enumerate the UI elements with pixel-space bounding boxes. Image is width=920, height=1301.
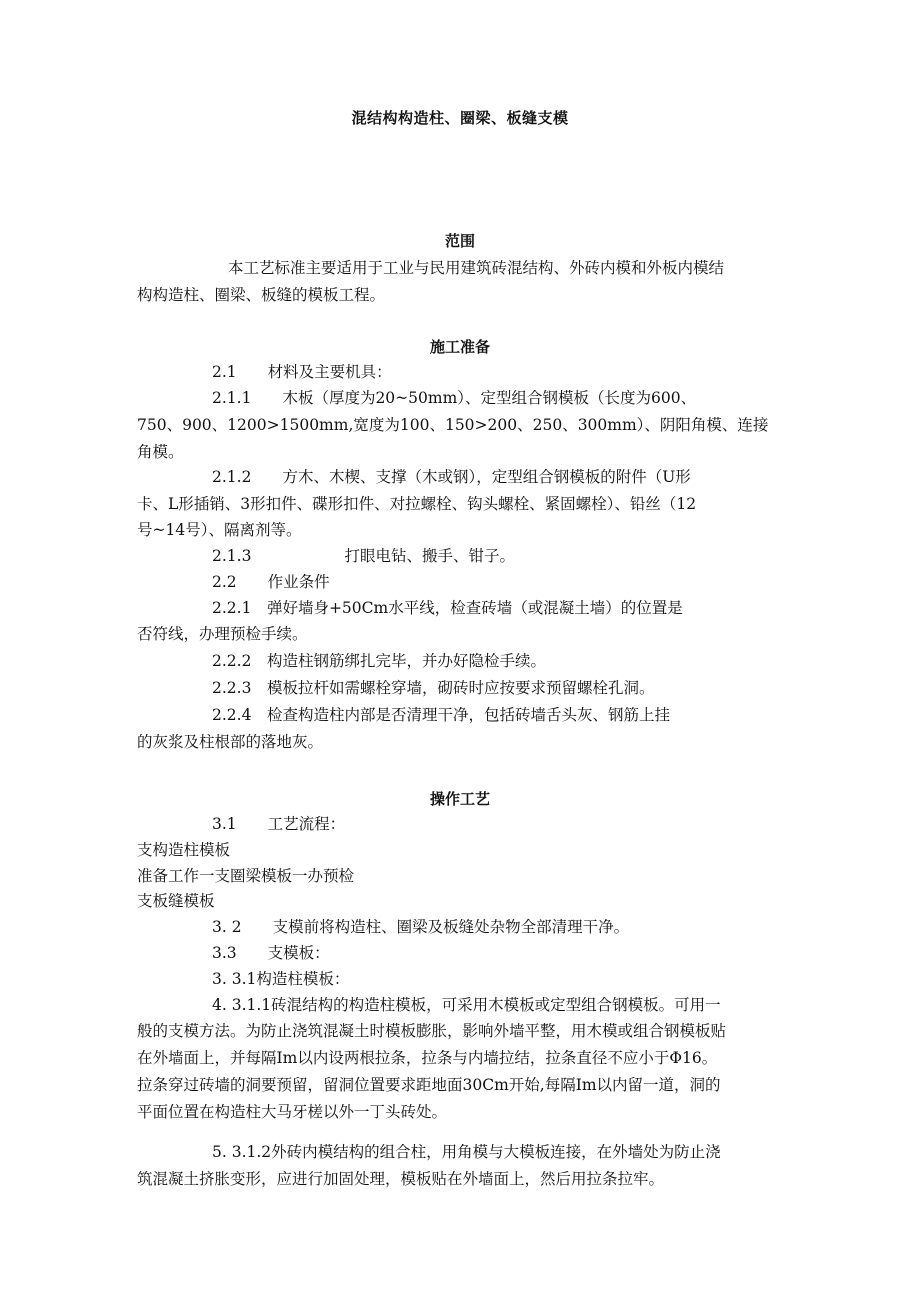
paragraph-line: 3. 2 支模前将构造柱、圈梁及板缝处杂物全部清理干净。 (212, 918, 630, 936)
paragraph-line: 3. 3.1构造柱模板： (212, 970, 350, 988)
paragraph-line: 否符线，办理预检手续。 (137, 625, 308, 643)
paragraph-line: 的灰浆及柱根部的落地灰。 (137, 733, 324, 751)
paragraph-line: 拉条穿过砖墙的洞要预留，留洞位置要求距地面30Cm开始,每隔Im以内留一道，洞的 (137, 1076, 721, 1094)
paragraph-line: 筑混凝土挤胀变形，应进行加固处理，模板贴在外墙面上，然后用拉条拉牢。 (137, 1170, 665, 1188)
paragraph-line: 2.2 作业条件 (212, 573, 330, 591)
paragraph-line: 般的支模方法。为防止浇筑混凝土时模板膨胀，影响外墙平整，用木模或组合钢模板贴 (137, 1022, 727, 1040)
section-heading-scope: 范围 (444, 232, 475, 250)
section-heading-process: 操作工艺 (429, 790, 490, 808)
paragraph-line: 5. 3.1.2外砖内模结构的组合柱，用角模与大模板连接，在外墙处为防止浇 (212, 1143, 721, 1161)
paragraph-line: 3.3 支模板： (212, 944, 330, 962)
paragraph-line: 2.2.3 模板拉杆如需螺栓穿墙，砌砖时应按要求预留螺栓孔洞。 (212, 679, 655, 697)
paragraph-line: 支板缝模板 (137, 892, 215, 910)
section-heading-preparation: 施工准备 (429, 338, 490, 356)
paragraph-line: 平面位置在构造柱大马牙槎以外一丁头砖处。 (137, 1103, 448, 1121)
paragraph-line: 2.1 材料及主要机具： (212, 363, 392, 381)
paragraph-line: 4. 3.1.1砖混结构的构造柱模板，可采用木模板或定型组合钢模板。可用一 (212, 996, 721, 1014)
document-title: 混结构构造柱、圈梁、板缝支模 (351, 109, 569, 127)
paragraph-line: 2.1.3 打眼电钻、搬手、钳子。 (212, 547, 515, 565)
paragraph-line: 号~14号）、隔离剂等。 (137, 521, 302, 539)
paragraph-line: 2.2.4 检查构造柱内部是否清理干净，包括砖墙舌头灰、钢筋上挂 (212, 706, 670, 724)
paragraph-line: 2.1.2 方木、木楔、支撑（木或钢），定型组合钢模板的附件（U形 (212, 468, 691, 486)
paragraph-line: 角模。 (137, 443, 184, 461)
paragraph-line: 构构造柱、圈梁、板缝的模板工程。 (137, 286, 386, 304)
paragraph-line: 支构造柱模板 (137, 841, 231, 859)
paragraph-line: 2.1.1 木板（厚度为20~50mm）、定型组合钢模板（长度为600、 (212, 389, 697, 407)
paragraph-line: 卡、L形插销、3形扣件、碟形扣件、对拉螺栓、钩头螺栓、紧固螺栓）、铅丝（12 (137, 495, 697, 513)
paragraph-line: 本工艺标准主要适用于工业与民用建筑砖混结构、外砖内模和外板内模结 (228, 259, 725, 277)
paragraph-line: 2.2.1 弹好墙身+50Cm水平线，检查砖墙（或混凝土墙）的位置是 (212, 599, 683, 617)
paragraph-line: 在外墙面上，并每隔Im以内设两根拉条，拉条与内墙拉结，拉条直径不应小于Φ16。 (137, 1049, 718, 1067)
paragraph-line: 750、900、1200>1500mm,宽度为100、150>200、250、300mm）、阴阳角模、连接 (137, 416, 769, 434)
paragraph-line: 2.2.2 构造柱钢筋绑扎完毕，并办好隐检手续。 (212, 652, 546, 670)
paragraph-line: 准备工作一支圈梁模板一办预检 (137, 867, 355, 885)
paragraph-line: 3.1 工艺流程： (212, 815, 346, 833)
